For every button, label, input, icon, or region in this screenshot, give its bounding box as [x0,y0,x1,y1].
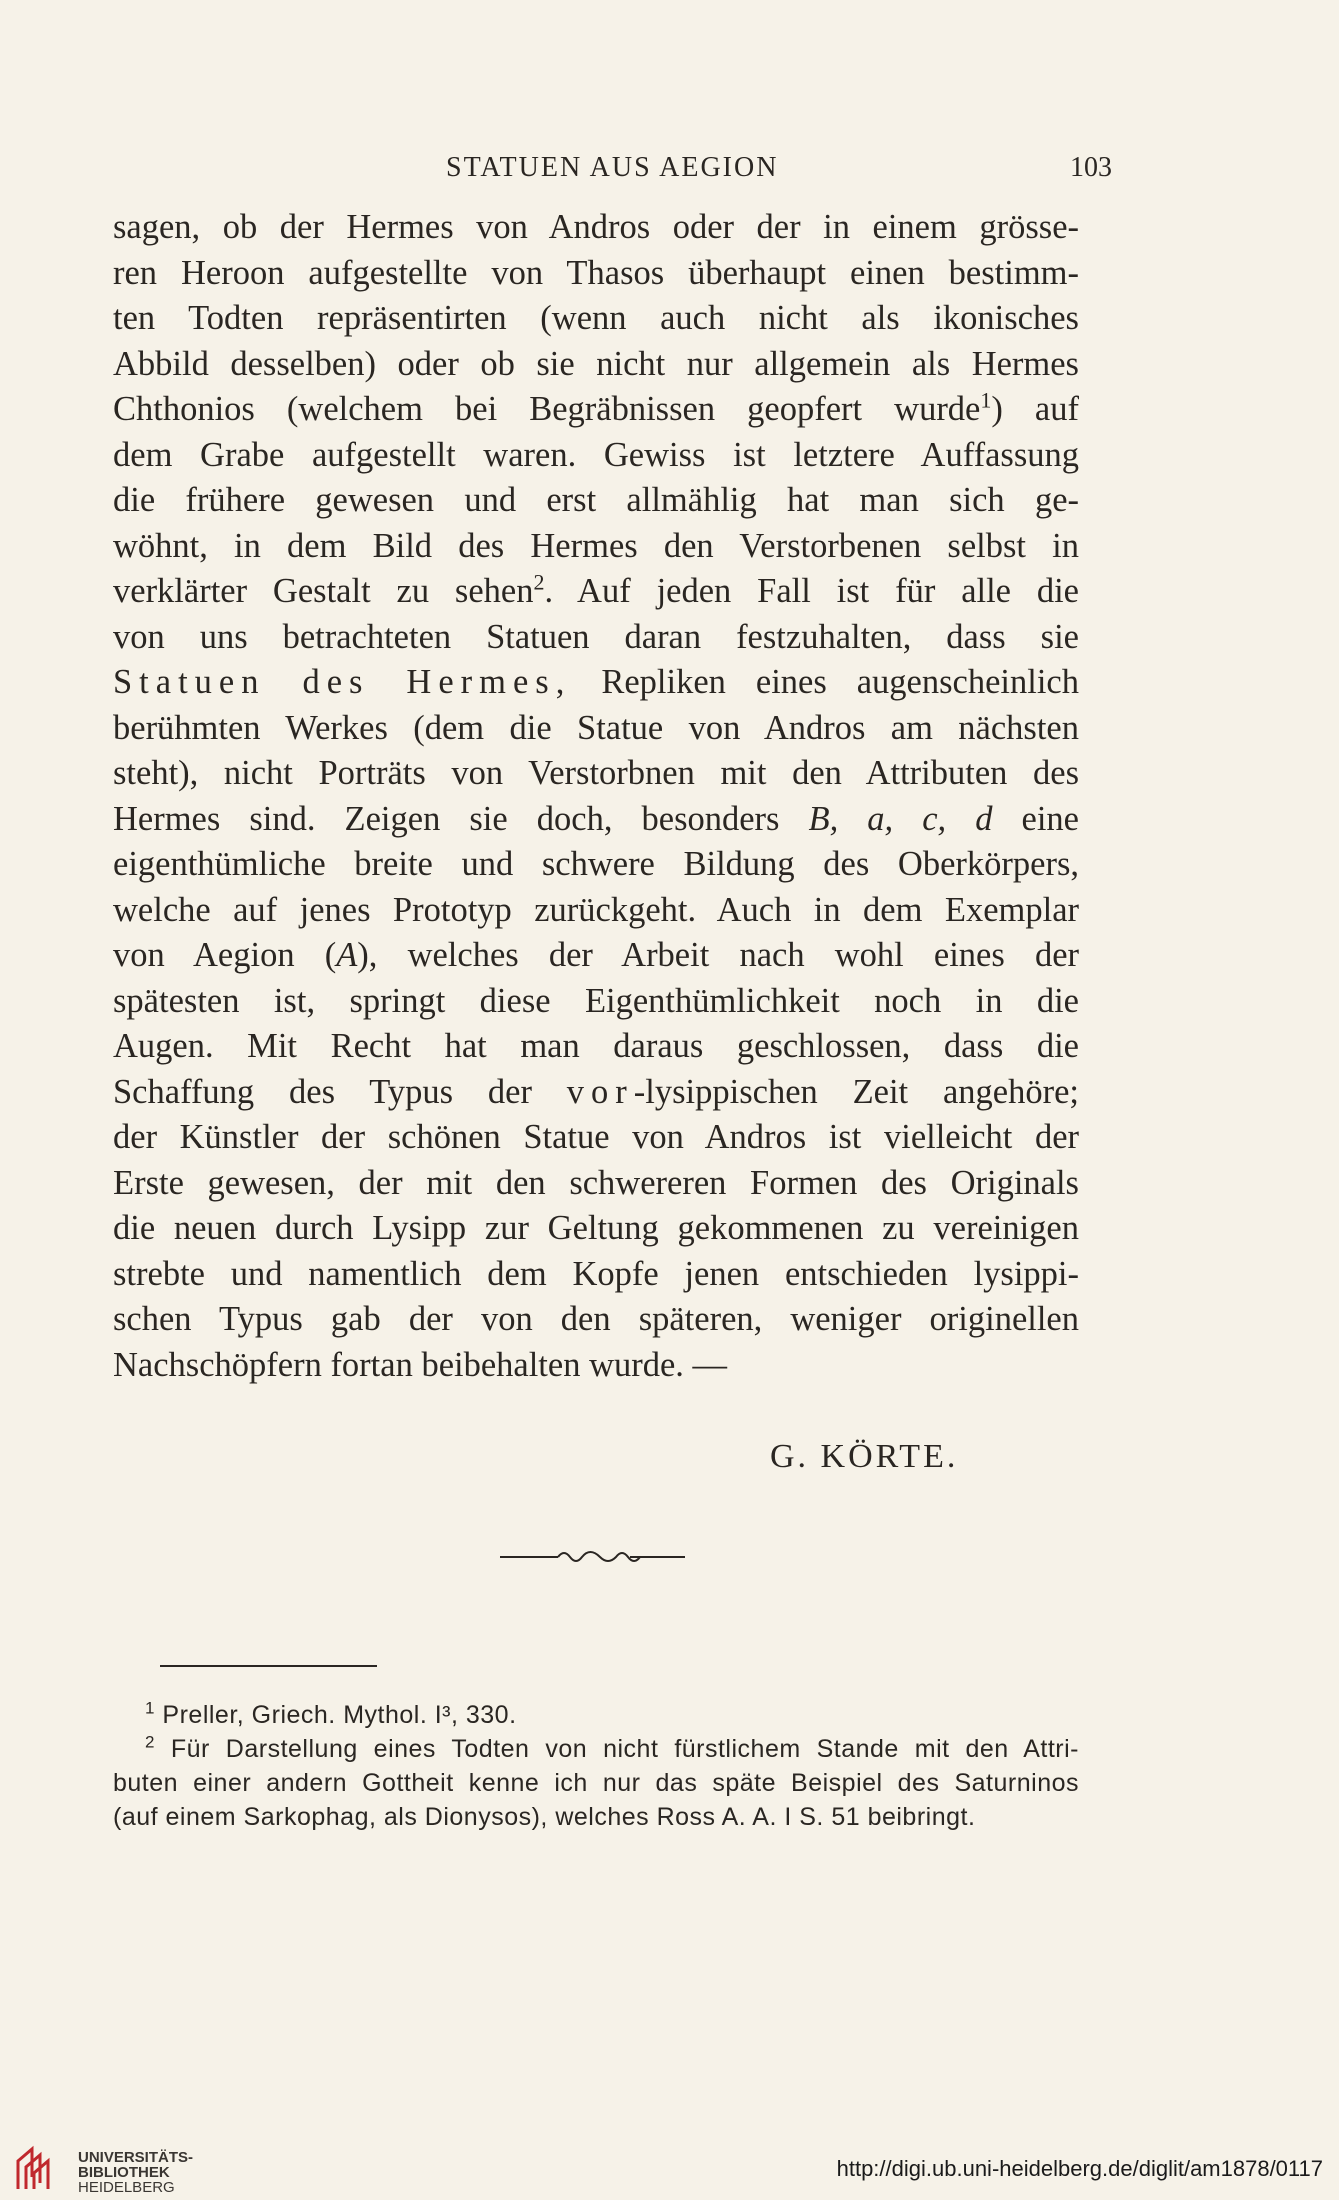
text-line: Augen. Mit Recht hat man daraus geschlossen, dass die [113,1027,1079,1065]
text-line: Nachschöpfern fortan beibehalten wurde. — [113,1345,728,1384]
text-line [113,933,1079,979]
body-text [113,205,1079,1388]
source-url[interactable]: http://digi.ub.uni-heidelberg.de/diglit/am1878/0117 [836,2156,1323,2181]
footnote-number: 2 [145,1732,155,1752]
footnote-text-line: buten einer andern Gottheit kenne ich nur das späte Beispiel des Saturninos [113,1769,1079,1797]
text-line: wöhnt, in dem Bild des Hermes den Verstorbenen selbst in [113,526,1079,565]
text-line: ren Heroon aufgestellte von Thasos überhaupt einen bestimm- [113,253,1079,292]
text-segment: ) auf [991,390,1079,428]
text-line: sagen, ob der Hermes von Andros oder der in einem grösse- [113,208,1079,246]
footnote-text-line: (auf einem Sarkophag, als Dionysos), welches Ross A. A. I S. 51 beibringt. [113,1803,976,1831]
text-segment: Hermes sind. Zeigen sie doch, besonders [113,799,809,838]
library-name-line: UNIVERSITÄTS- [78,2149,194,2166]
text-line [113,797,1079,843]
page-number: 103 [1070,152,1112,183]
spaced-emphasis: Statuen des Hermes, [113,663,572,701]
text-line: der Künstler der schönen Statue von Andros ist vielleicht der [113,1118,1079,1156]
italic-letter: A [336,936,358,974]
text-line [113,1070,1079,1116]
running-title: STATUEN AUS AEGION [446,152,779,183]
text-line: die frühere gewesen und erst allmählig hat man sich ge- [113,481,1079,519]
footnote-2 [113,1732,1079,1766]
text-segment: Chthonios (welchem bei Begräbnissen geopfert wurde [113,390,981,428]
text-line: strebte und namentlich dem Kopfe jenen entschieden lysippi- [113,1254,1079,1293]
footnote-number: 1 [145,1698,155,1718]
footnote-text: Preller, Griech. Mythol. I³, 330. [154,1701,517,1729]
library-logo-icon[interactable] [14,2145,60,2193]
text-line: die neuen durch Lysipp zur Geltung gekommenen zu vereinigen [113,1209,1079,1247]
text-segment: eine [992,799,1079,838]
page-header [110,152,1110,192]
text-line: welche auf jenes Prototyp zurückgeht. Auch in dem Exemplar [113,890,1079,929]
footnote-ref-1[interactable]: 1 [980,387,992,413]
spaced-emphasis: vor [566,1072,634,1111]
text-line: berühmten Werkes (dem die Statue von Andros am nächsten [113,708,1079,747]
footnote-1 [113,1698,1079,1732]
text-line: dem Grabe aufgestellt waren. Gewiss ist letztere Auffassung [113,435,1079,474]
footnote-ref-2[interactable]: 2 [533,569,545,595]
text-segment: Schaffung des Typus der [113,1072,567,1111]
text-line: eigenthümliche breite und schwere Bildung des Oberkörpers, [113,845,1079,883]
italic-letters: B, a, c, d [808,799,993,838]
library-name-line: BIBLIOTHEK [78,2164,170,2181]
text-line [113,660,1079,706]
library-name-line: HEIDELBERG [78,2179,175,2196]
text-segment: Repliken eines augenscheinlich [571,663,1079,701]
text-line: Erste gewesen, der mit den schwereren Formen des Originals [113,1163,1079,1202]
text-segment: . Auf jeden Fall ist für alle die [544,572,1079,610]
author-signature: G. KÖRTE. [770,1438,959,1475]
ornament-divider-icon [500,1548,685,1564]
text-segment: -lysippischen Zeit angehöre; [633,1072,1079,1111]
footnote-rule [160,1665,377,1667]
footnote-text: Für Darstellung eines Todten von nicht fürstlichem Stande mit den Attri- [154,1735,1079,1763]
text-line: spätesten ist, springt diese Eigenthümlichkeit noch in die [113,981,1079,1020]
text-segment: ), welches der Arbeit nach wohl eines der [357,936,1079,974]
text-line [113,387,1079,433]
text-segment: verklärter Gestalt zu sehen [113,572,534,610]
text-segment: von Aegion ( [113,936,337,974]
text-line: Abbild desselben) oder ob sie nicht nur allgemein als Hermes [113,344,1079,383]
text-line: steht), nicht Porträts von Verstorbnen mit den Attributen des [113,754,1079,792]
text-line [113,569,1079,615]
text-line: von uns betrachteten Statuen daran festzuhalten, dass sie [113,617,1079,656]
library-name [78,2150,193,2195]
text-line: schen Typus gab der von den späteren, weniger originellen [113,1300,1079,1338]
text-line: ten Todten repräsentirten (wenn auch nicht als ikonisches [113,299,1079,337]
footnotes [113,1698,1079,1834]
